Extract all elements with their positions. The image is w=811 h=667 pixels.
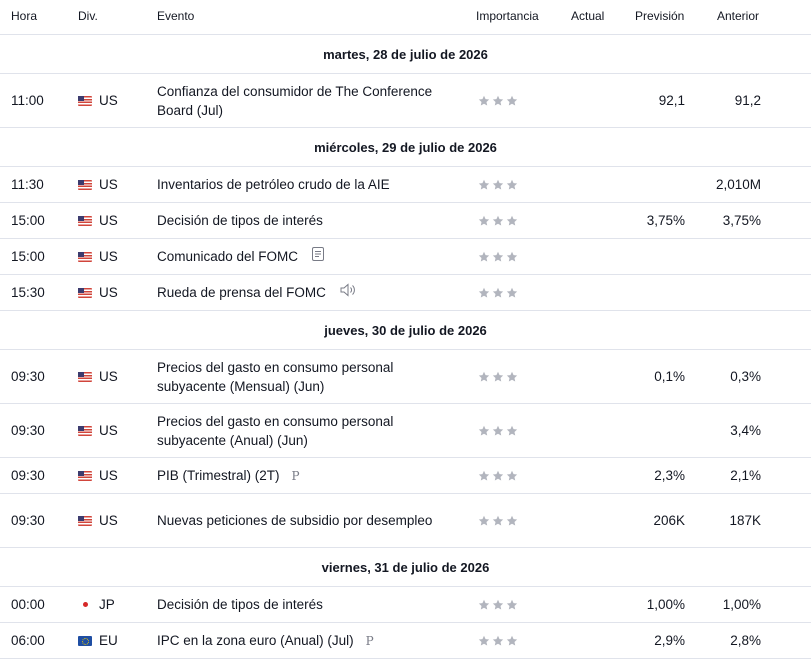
us-flag-icon bbox=[78, 494, 92, 547]
us-flag-icon bbox=[78, 167, 92, 202]
us-flag-icon bbox=[78, 350, 92, 403]
event-name[interactable]: Nuevas peticiones de subsidio por desempleo bbox=[157, 513, 433, 528]
currency-code: US bbox=[99, 177, 118, 192]
previous-value: 2,010M bbox=[715, 177, 761, 192]
importance-stars bbox=[478, 167, 518, 202]
forecast-value: 92,1 bbox=[658, 93, 685, 108]
table-row[interactable] bbox=[0, 458, 811, 494]
event-time: 11:30 bbox=[11, 177, 44, 192]
star-icon bbox=[492, 251, 504, 263]
preliminary-p-icon[interactable]: P bbox=[365, 633, 374, 648]
star-icon bbox=[506, 179, 518, 191]
star-icon bbox=[506, 515, 518, 527]
star-icon bbox=[492, 95, 504, 107]
table-row[interactable] bbox=[0, 587, 811, 623]
event-time: 11:00 bbox=[11, 93, 44, 108]
table-header bbox=[0, 0, 811, 35]
event-time: 09:30 bbox=[11, 369, 45, 384]
event-time: 06:00 bbox=[11, 633, 45, 648]
event-time: 15:00 bbox=[11, 213, 45, 228]
star-icon bbox=[506, 635, 518, 647]
currency-code: US bbox=[99, 423, 118, 438]
star-icon bbox=[506, 425, 518, 437]
eu-flag-icon bbox=[78, 623, 92, 658]
header-event[interactable]: Evento bbox=[157, 9, 195, 23]
event-name[interactable]: Precios del gasto en consumo personal subyacente (Anual) (Jun) bbox=[157, 413, 394, 448]
currency-code: US bbox=[99, 213, 118, 228]
day-label: viernes, 31 de julio de 2026 bbox=[321, 559, 490, 575]
star-icon bbox=[492, 425, 504, 437]
star-icon bbox=[492, 599, 504, 611]
previous-value: 1,00% bbox=[722, 597, 761, 612]
event-name-cell[interactable] bbox=[157, 587, 457, 622]
header-previous[interactable]: Anterior bbox=[717, 9, 760, 23]
star-icon bbox=[492, 287, 504, 299]
star-icon bbox=[478, 515, 490, 527]
currency-code: JP bbox=[99, 597, 115, 612]
event-name[interactable]: Decisión de tipos de interés bbox=[157, 597, 323, 612]
currency-code: US bbox=[99, 93, 118, 108]
event-time: 00:00 bbox=[11, 597, 45, 612]
us-flag-icon bbox=[78, 74, 92, 127]
importance-stars bbox=[478, 458, 518, 493]
header-importance[interactable]: Importancia bbox=[476, 9, 539, 23]
importance-stars bbox=[478, 203, 518, 238]
previous-value: 0,3% bbox=[730, 369, 761, 384]
star-icon bbox=[492, 179, 504, 191]
preliminary-p-icon[interactable]: P bbox=[291, 468, 300, 483]
event-name-cell[interactable] bbox=[157, 458, 457, 493]
forecast-value: 206K bbox=[653, 513, 685, 528]
star-icon bbox=[478, 287, 490, 299]
currency-code: US bbox=[99, 468, 118, 483]
event-time: 09:30 bbox=[11, 513, 45, 528]
previous-value: 2,1% bbox=[730, 468, 761, 483]
star-icon bbox=[492, 470, 504, 482]
table-body bbox=[0, 35, 811, 659]
event-name[interactable]: Precios del gasto en consumo personal subyacente (Mensual) (Jun) bbox=[157, 359, 394, 394]
star-icon bbox=[506, 470, 518, 482]
header-forecast[interactable]: Previsión bbox=[635, 9, 685, 23]
star-icon bbox=[478, 251, 490, 263]
us-flag-icon bbox=[78, 404, 92, 457]
event-name-cell[interactable] bbox=[157, 203, 457, 238]
event-name[interactable]: Inventarios de petróleo crudo de la AIE bbox=[157, 177, 390, 192]
document-icon[interactable] bbox=[312, 247, 324, 261]
us-flag-icon bbox=[78, 239, 92, 274]
day-header bbox=[0, 311, 811, 350]
star-icon bbox=[492, 515, 504, 527]
star-icon bbox=[478, 635, 490, 647]
forecast-value: 2,9% bbox=[654, 633, 685, 648]
star-icon bbox=[478, 599, 490, 611]
jp-flag-icon bbox=[78, 587, 92, 622]
star-icon bbox=[492, 371, 504, 383]
forecast-value: 3,75% bbox=[646, 213, 685, 228]
importance-stars bbox=[478, 404, 518, 457]
event-name[interactable]: Rueda de prensa del FOMC bbox=[157, 285, 326, 300]
header-country[interactable]: Div. bbox=[78, 9, 98, 23]
event-name-cell[interactable] bbox=[157, 167, 457, 202]
previous-value: 3,4% bbox=[730, 423, 761, 438]
table-row[interactable] bbox=[0, 239, 811, 275]
header-actual[interactable]: Actual bbox=[571, 9, 605, 23]
currency-code: US bbox=[99, 513, 118, 528]
star-icon bbox=[478, 179, 490, 191]
star-icon bbox=[506, 371, 518, 383]
star-icon bbox=[478, 215, 490, 227]
importance-stars bbox=[478, 239, 518, 274]
star-icon bbox=[478, 425, 490, 437]
table-row[interactable] bbox=[0, 494, 811, 548]
event-name[interactable]: IPC en la zona euro (Anual) (Jul) bbox=[157, 632, 354, 648]
star-icon bbox=[478, 95, 490, 107]
us-flag-icon bbox=[78, 203, 92, 238]
table-row[interactable] bbox=[0, 275, 811, 311]
event-name-cell[interactable] bbox=[157, 275, 457, 310]
event-name-cell[interactable] bbox=[157, 239, 457, 274]
event-name[interactable]: Decisión de tipos de interés bbox=[157, 213, 323, 228]
day-header bbox=[0, 35, 811, 74]
event-time: 09:30 bbox=[11, 468, 45, 483]
day-header bbox=[0, 128, 811, 167]
previous-value: 2,8% bbox=[730, 633, 761, 648]
table-row[interactable] bbox=[0, 404, 811, 458]
importance-stars bbox=[478, 494, 518, 547]
us-flag-icon bbox=[78, 458, 92, 493]
forecast-value: 2,3% bbox=[654, 468, 685, 483]
currency-code: US bbox=[99, 249, 118, 264]
event-name-cell[interactable] bbox=[157, 350, 457, 403]
table-row[interactable] bbox=[0, 167, 811, 203]
importance-stars bbox=[478, 350, 518, 403]
event-name[interactable]: Comunicado del FOMC bbox=[157, 249, 299, 264]
star-icon bbox=[506, 599, 518, 611]
star-icon bbox=[506, 95, 518, 107]
currency-code: US bbox=[99, 285, 118, 300]
day-header bbox=[0, 548, 811, 587]
currency-code: US bbox=[99, 369, 118, 384]
currency-code: EU bbox=[99, 633, 118, 648]
table-row[interactable] bbox=[0, 623, 811, 659]
star-icon bbox=[506, 287, 518, 299]
star-icon bbox=[492, 215, 504, 227]
event-time: 15:30 bbox=[11, 285, 45, 300]
star-icon bbox=[506, 215, 518, 227]
event-name-cell[interactable] bbox=[157, 404, 457, 457]
table-row[interactable] bbox=[0, 74, 811, 128]
star-icon bbox=[478, 470, 490, 482]
previous-value: 91,2 bbox=[734, 93, 761, 108]
us-flag-icon bbox=[78, 275, 92, 310]
day-label: martes, 28 de julio de 2026 bbox=[323, 46, 488, 62]
star-icon bbox=[478, 371, 490, 383]
star-icon bbox=[492, 635, 504, 647]
event-name-cell[interactable] bbox=[157, 494, 457, 547]
event-time: 15:00 bbox=[11, 249, 45, 264]
event-name[interactable]: PIB (Trimestral) (2T) bbox=[157, 467, 280, 483]
previous-value: 187K bbox=[729, 513, 761, 528]
speaker-icon[interactable] bbox=[340, 283, 356, 297]
header-time[interactable]: Hora bbox=[11, 9, 38, 23]
importance-stars bbox=[478, 623, 518, 658]
day-label: jueves, 30 de julio de 2026 bbox=[324, 322, 487, 338]
table-row[interactable] bbox=[0, 203, 811, 239]
event-name-cell[interactable] bbox=[157, 74, 457, 127]
forecast-value: 1,00% bbox=[646, 597, 685, 612]
event-time: 09:30 bbox=[11, 423, 45, 438]
table-row[interactable] bbox=[0, 350, 811, 404]
event-name-cell[interactable] bbox=[157, 623, 457, 658]
importance-stars bbox=[478, 275, 518, 310]
importance-stars bbox=[478, 74, 518, 127]
previous-value: 3,75% bbox=[722, 213, 761, 228]
forecast-value: 0,1% bbox=[654, 369, 685, 384]
day-label: miércoles, 29 de julio de 2026 bbox=[314, 139, 497, 155]
importance-stars bbox=[478, 587, 518, 622]
star-icon bbox=[506, 251, 518, 263]
event-name[interactable]: Confianza del consumidor de The Conference Board (Jul) bbox=[157, 83, 433, 118]
